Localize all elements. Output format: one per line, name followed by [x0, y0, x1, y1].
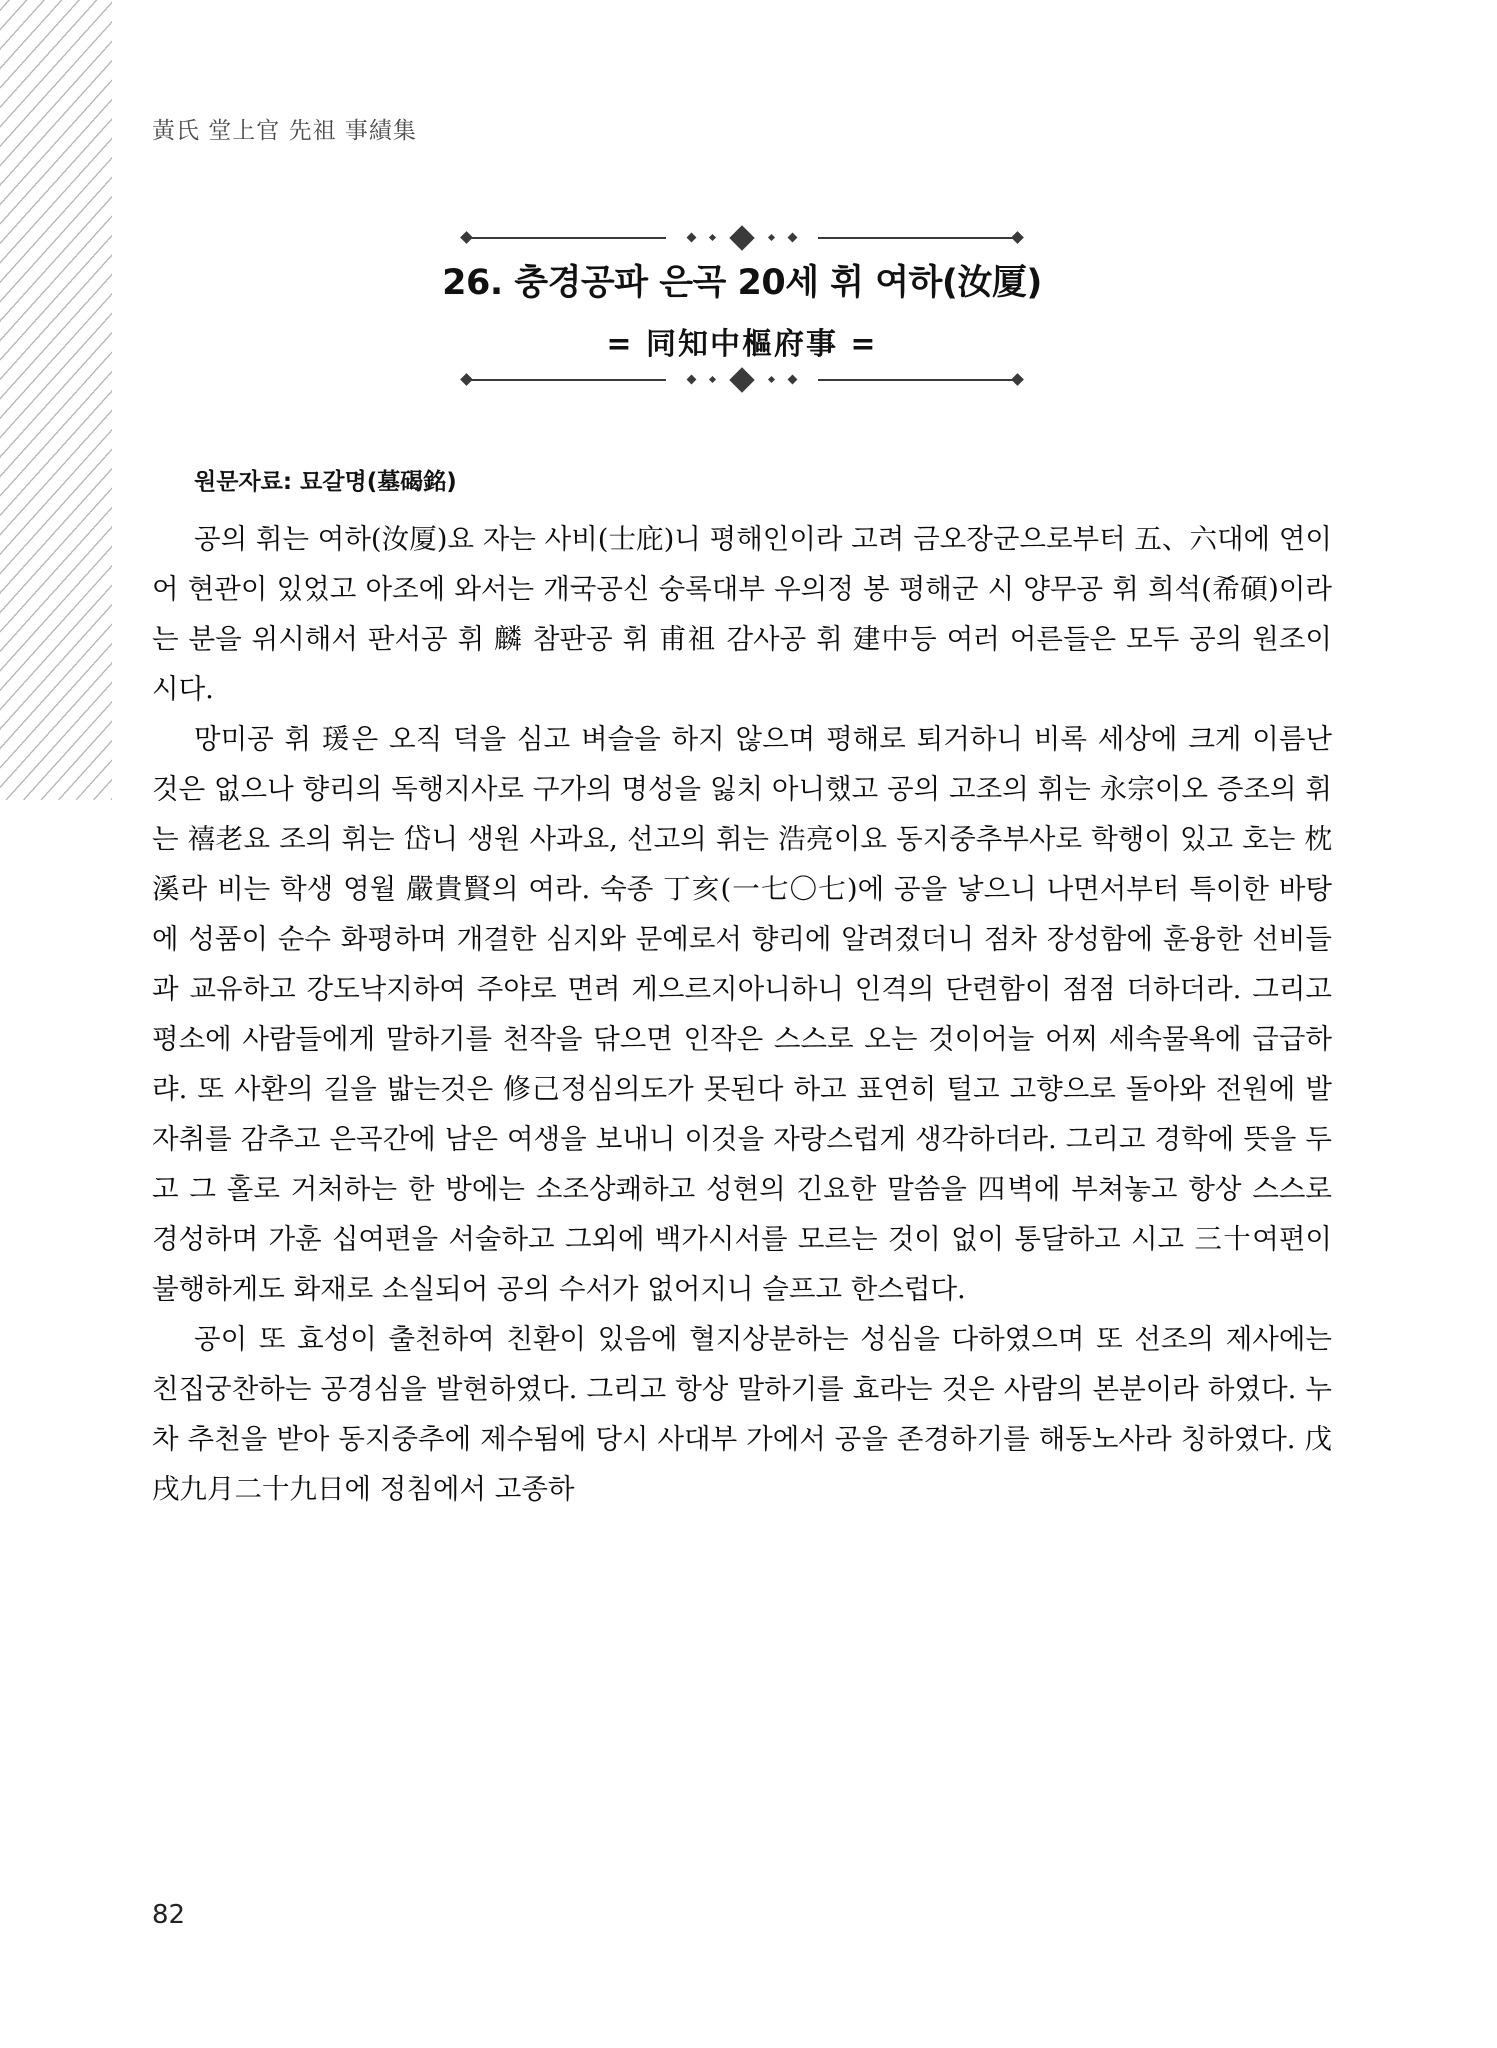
source-label: 원문자료: 묘갈명(墓碣銘) — [194, 468, 457, 495]
ornament-square-mid-right — [788, 374, 798, 384]
decorative-hatch-pattern — [0, 0, 112, 800]
ornament-diamond-center — [729, 367, 754, 392]
ornament-tick-right — [768, 375, 775, 382]
ornament-tick-left — [709, 234, 716, 241]
ornament-square-right — [1011, 373, 1024, 386]
ornament-square-mid-left — [687, 374, 697, 384]
ornament-bar-right — [818, 379, 1014, 381]
body-text — [152, 514, 1332, 1515]
ornament-bar-right — [818, 237, 1014, 239]
paragraph-3: 공이 또 효성이 출천하여 친환이 있음에 혈지상분하는 성심을 다하였으며 또 선조의 제사에는 친집궁찬하는 공경심을 발현하였다. 그리고 항상 말하기를 효라는 것은 사람의 본분이라 하였다. 누차 추천을 받아 동지중추에 제수됨에 당시 사대부 가에서 공을 존경하기를 해동노사라 칭하였다. 戊戌九月二十九日에 정침에서 고종하 — [152, 1323, 1332, 1506]
ornament-bar-left — [470, 237, 666, 239]
paragraph-2: 망미공 휘 瑗은 오직 덕을 심고 벼슬을 하지 않으며 평해로 퇴거하니 비록 세상에 크게 이름난 것은 없으나 향리의 독행지사로 구가의 명성을 잃치 아니했고 공의 고조의 휘는 永宗이오 증조의 휘는 禧老요 조의 휘는 岱니 생원 사과요, 선고의 휘는 浩亮이요 동지중추부사로 학행이 있고 호는 枕溪라 비는 학생 영월 嚴貴賢의 여라. 숙종 丁亥(一七〇七)에 공을 낳으니 나면서부터 특이한 바탕에 성품이 순수 화평하며 개결한 심지와 문예로서 향리에 알려졌더니 점차 장성함에 훈융한 선비들과 교유하고 강도낙지하여 주야로 면려 게으르지아니하니 인격의 단련함이 점점 더하더라. 그리고 평소에 사람들에게 말하기를 천작을 닦으면 인작은 스스로 오는 것이어늘 어찌 세속물욕에 급급하랴. 또 사환의 길을 밟는것은 修己정심의도가 못된다 하고 표연히 털고 고향으로 돌아와 전원에 발자취를 감추고 은곡간에 남은 여생을 보내니 이것을 자랑스럽게 생각하더라. 그리고 경학에 뜻을 두고 그 홀로 거처하는 한 방에는 소조상쾌하고 성현의 긴요한 말씀을 四벽에 부쳐놓고 항상 스스로 경성하며 가훈 십여편을 서술하고 그외에 백가시서를 모르는 것이 없이 통달하고 시고 三十여편이 불행하게도 화재로 소실되어 공의 수서가 없어지니 슬프고 한스럽다. — [152, 722, 1332, 1306]
ornament-rule-top — [462, 225, 1022, 251]
ornament-square-right — [1011, 231, 1024, 244]
ornament-bar-left — [470, 379, 666, 381]
ornament-diamond-center — [729, 225, 754, 250]
page-subtitle: = 同知中樞府事 = — [606, 326, 878, 362]
running-head: 黃氏 堂上官 先祖 事績集 — [152, 118, 417, 144]
page-title: 26. 충경공파 은곡 20세 휘 여하(汝厦) — [442, 263, 1042, 303]
ornament-tick-left — [709, 375, 716, 382]
title-block — [152, 251, 1332, 367]
page-number: 82 — [152, 1900, 186, 1930]
paragraph-1: 공의 휘는 여하(汝厦)요 자는 사비(士庇)니 평해인이라 고려 금오장군으로부터 五、六대에 연이어 현관이 있었고 아조에 와서는 개국공신 숭록대부 우의정 봉 평해군 시 양무공 휘 희석(希碩)이라는 분을 위시해서 판서공 휘 麟 참판공 휘 甫祖 감사공 휘 建中등 여러 어른들은 모두 공의 원조이시다. — [152, 522, 1332, 705]
page-content — [152, 225, 1332, 1514]
ornament-rule-bottom — [462, 367, 1022, 393]
ornament-square-mid-right — [788, 233, 798, 243]
ornament-tick-right — [768, 234, 775, 241]
ornament-square-mid-left — [687, 233, 697, 243]
